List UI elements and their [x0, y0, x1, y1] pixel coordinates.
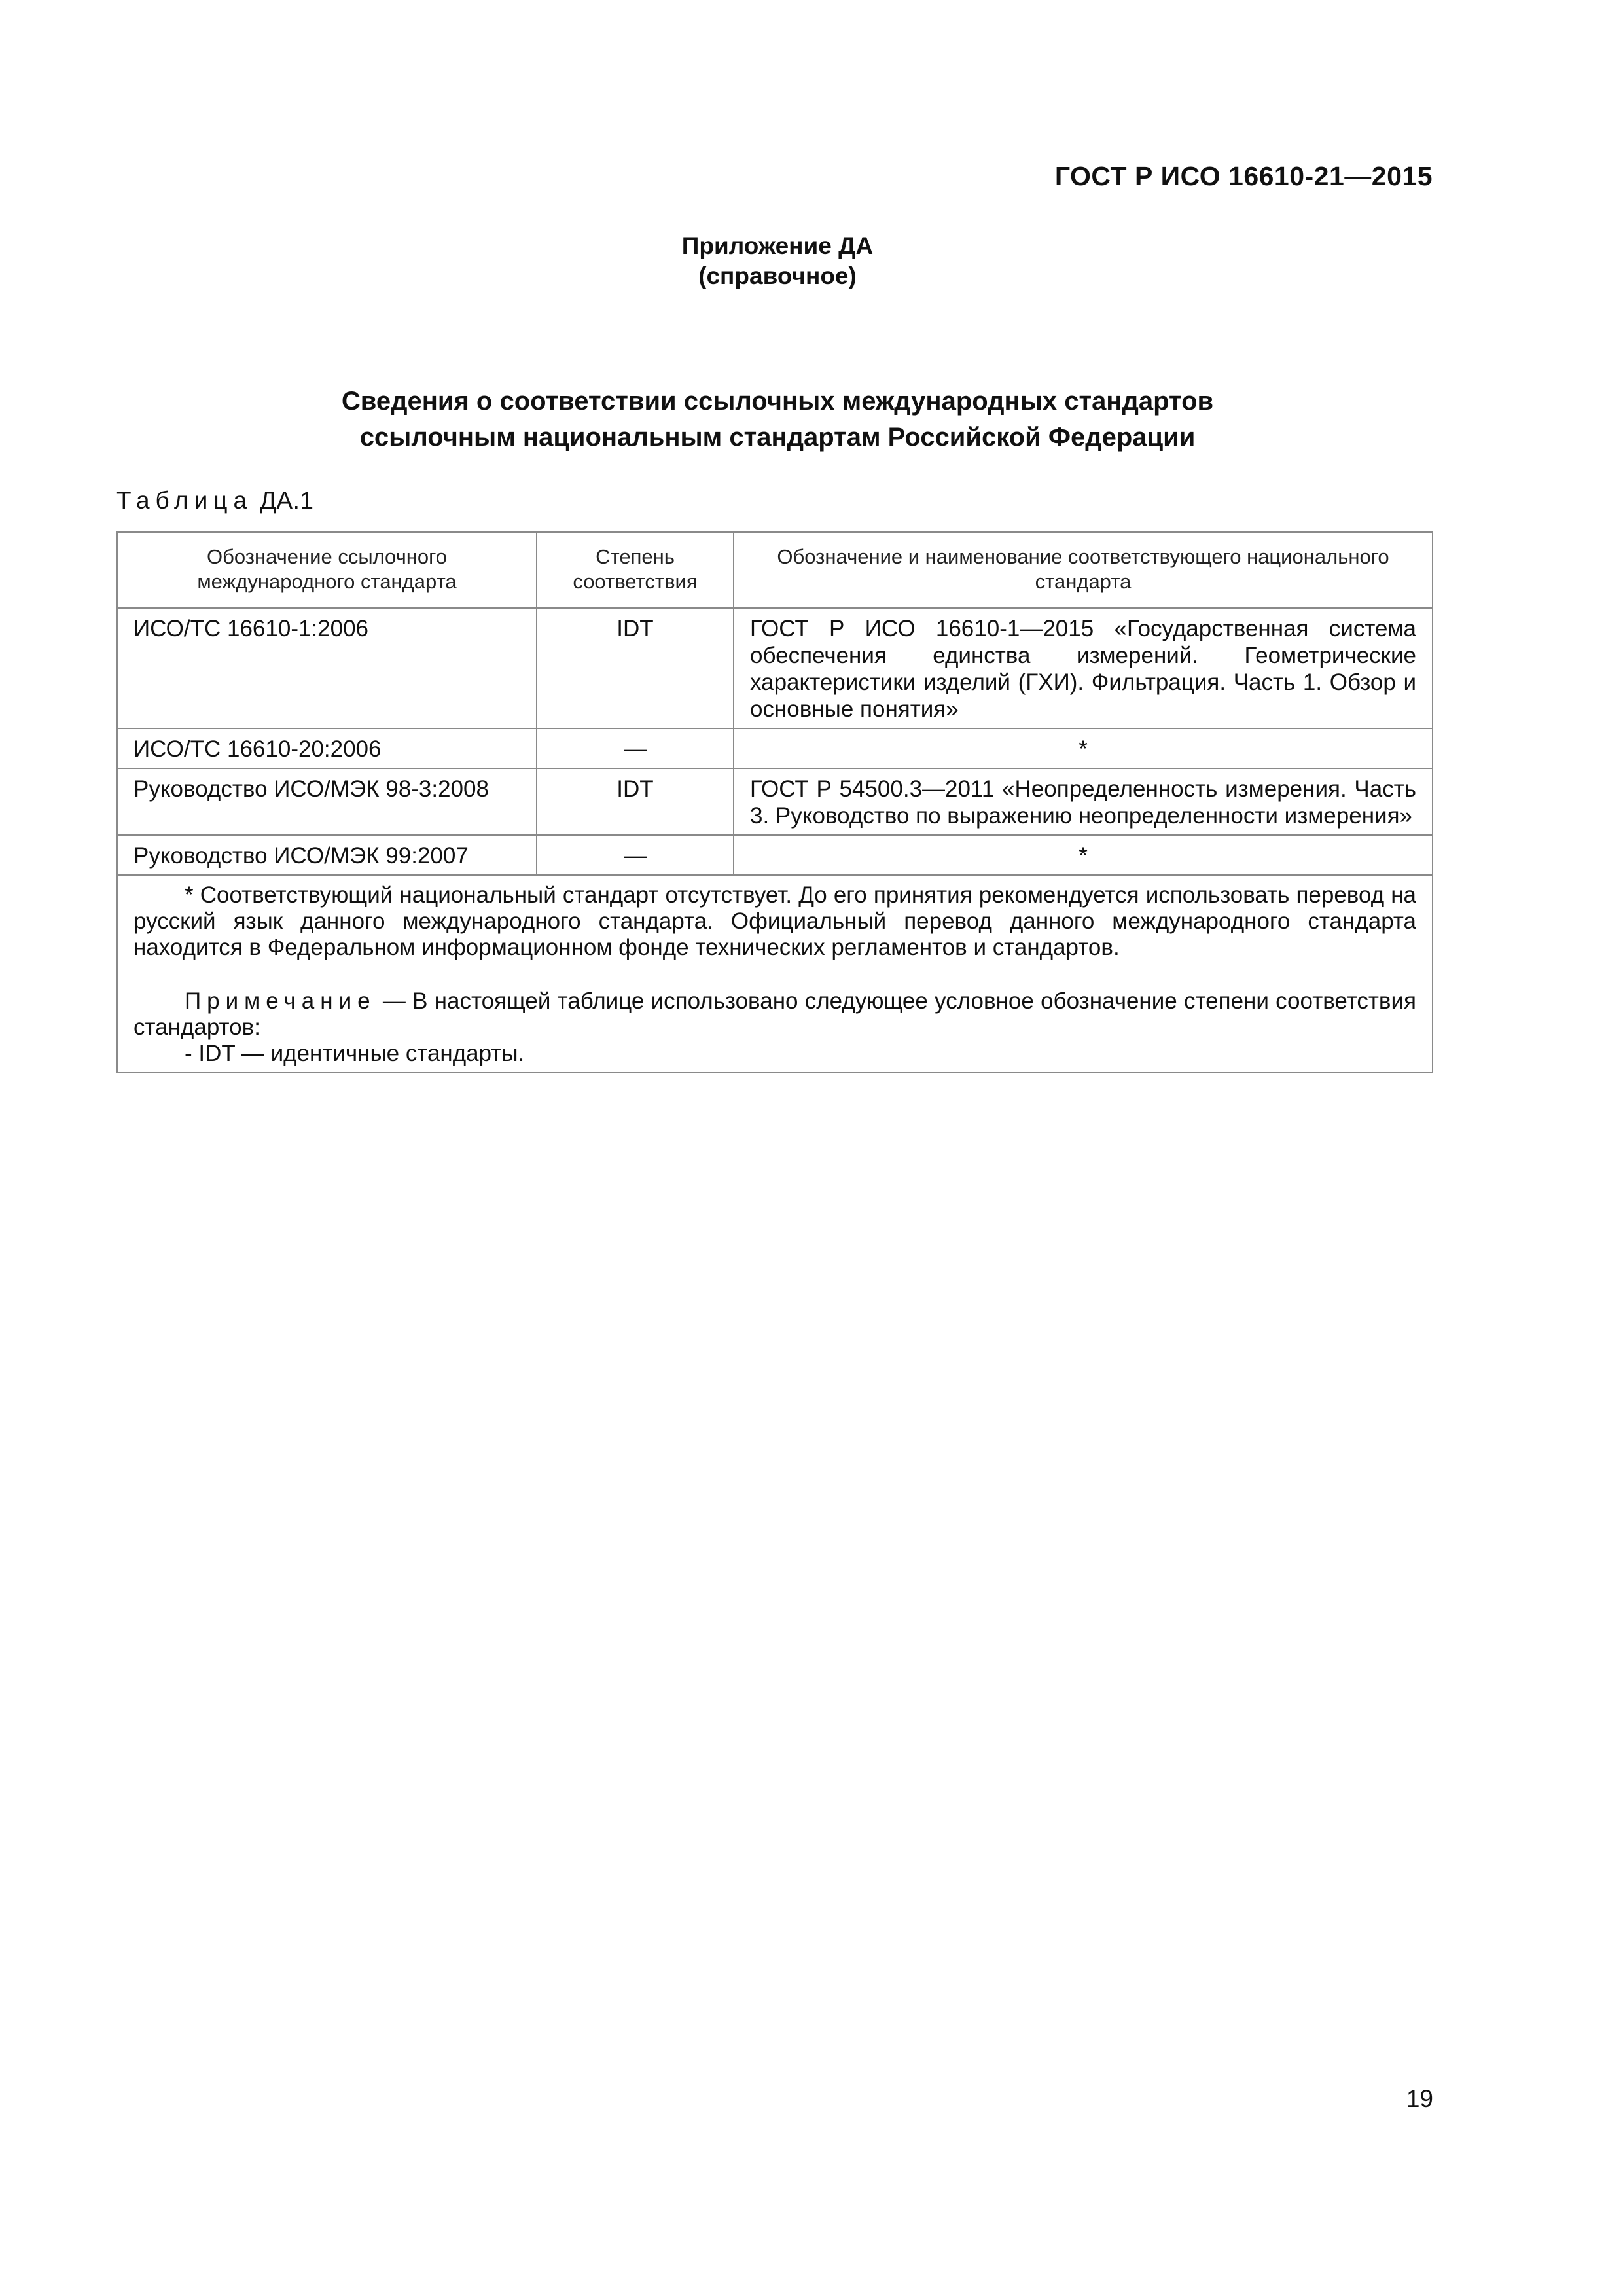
cell-national-standard: * [734, 728, 1433, 768]
cell-national-standard: ГОСТ Р 54500.3—2011 «Неопределенность измерения. Часть 3. Руководство по выражению неопределенности измерения» [734, 768, 1433, 835]
table-row [117, 728, 1433, 768]
cell-international-standard: ИСО/ТС 16610-1:2006 [117, 608, 537, 728]
cell-degree: IDT [537, 768, 734, 835]
cell-degree: IDT [537, 608, 734, 728]
cell-international-standard: ИСО/ТС 16610-20:2006 [117, 728, 537, 768]
table-note-heading: Примечание [185, 988, 376, 1014]
document-code: ГОСТ Р ИСО 16610-21—2015 [1054, 161, 1433, 191]
appendix-subtitle: (справочное) [698, 262, 857, 289]
header-international-standard: Обозначение ссылочного международного стандарта [117, 532, 537, 608]
section-title [0, 384, 1555, 456]
appendix-heading [0, 231, 1555, 291]
table-header-row [117, 532, 1433, 608]
cell-national-standard: ГОСТ Р ИСО 16610-1—2015 «Государственная система обеспечения единства измерений. Геометрические характеристики изделий (ГХИ). Фильтрация. Часть 1. Обзор и основные понятия» [734, 608, 1433, 728]
table-note [134, 988, 1416, 1041]
table-note-item: - IDT — идентичные стандарты. [185, 1041, 525, 1066]
table-label-word: Таблица [116, 487, 253, 514]
appendix-title: Приложение ДА [681, 232, 874, 259]
correspondence-table [116, 531, 1433, 1073]
table-footnote-row [117, 875, 1433, 1073]
table-row [117, 768, 1433, 835]
table-label [116, 487, 313, 514]
cell-degree: — [537, 728, 734, 768]
table-note-text: — В настоящей таблице использовано следующее условное обозначение степени соответствия стандартов: [134, 988, 1416, 1040]
cell-international-standard: Руководство ИСО/МЭК 98-3:2008 [117, 768, 537, 835]
cell-international-standard: Руководство ИСО/МЭК 99:2007 [117, 835, 537, 875]
header-degree-of-correspondence: Степень соответствия [537, 532, 734, 608]
table-row [117, 835, 1433, 875]
section-title-line-2: ссылочным национальным стандартам Российской Федерации [359, 423, 1196, 452]
page-number: 19 [1406, 2085, 1433, 2112]
section-title-line-1: Сведения о соответствии ссылочных международных стандартов [341, 387, 1214, 416]
table-label-number: ДА.1 [259, 487, 314, 514]
table-footnote: * Соответствующий национальный стандарт отсутствует. До его принятия рекомендуется использовать перевод на русский язык данного международного стандарта. Официальный перевод данного международного стандарта находится в Федеральном информационном фонде технических регламентов и стандартов. [134, 882, 1416, 960]
header-national-standard: Обозначение и наименование соответствующего национального стандарта [734, 532, 1433, 608]
table-row [117, 608, 1433, 728]
cell-degree: — [537, 835, 734, 875]
table-footnote-cell [117, 875, 1433, 1073]
cell-national-standard: * [734, 835, 1433, 875]
